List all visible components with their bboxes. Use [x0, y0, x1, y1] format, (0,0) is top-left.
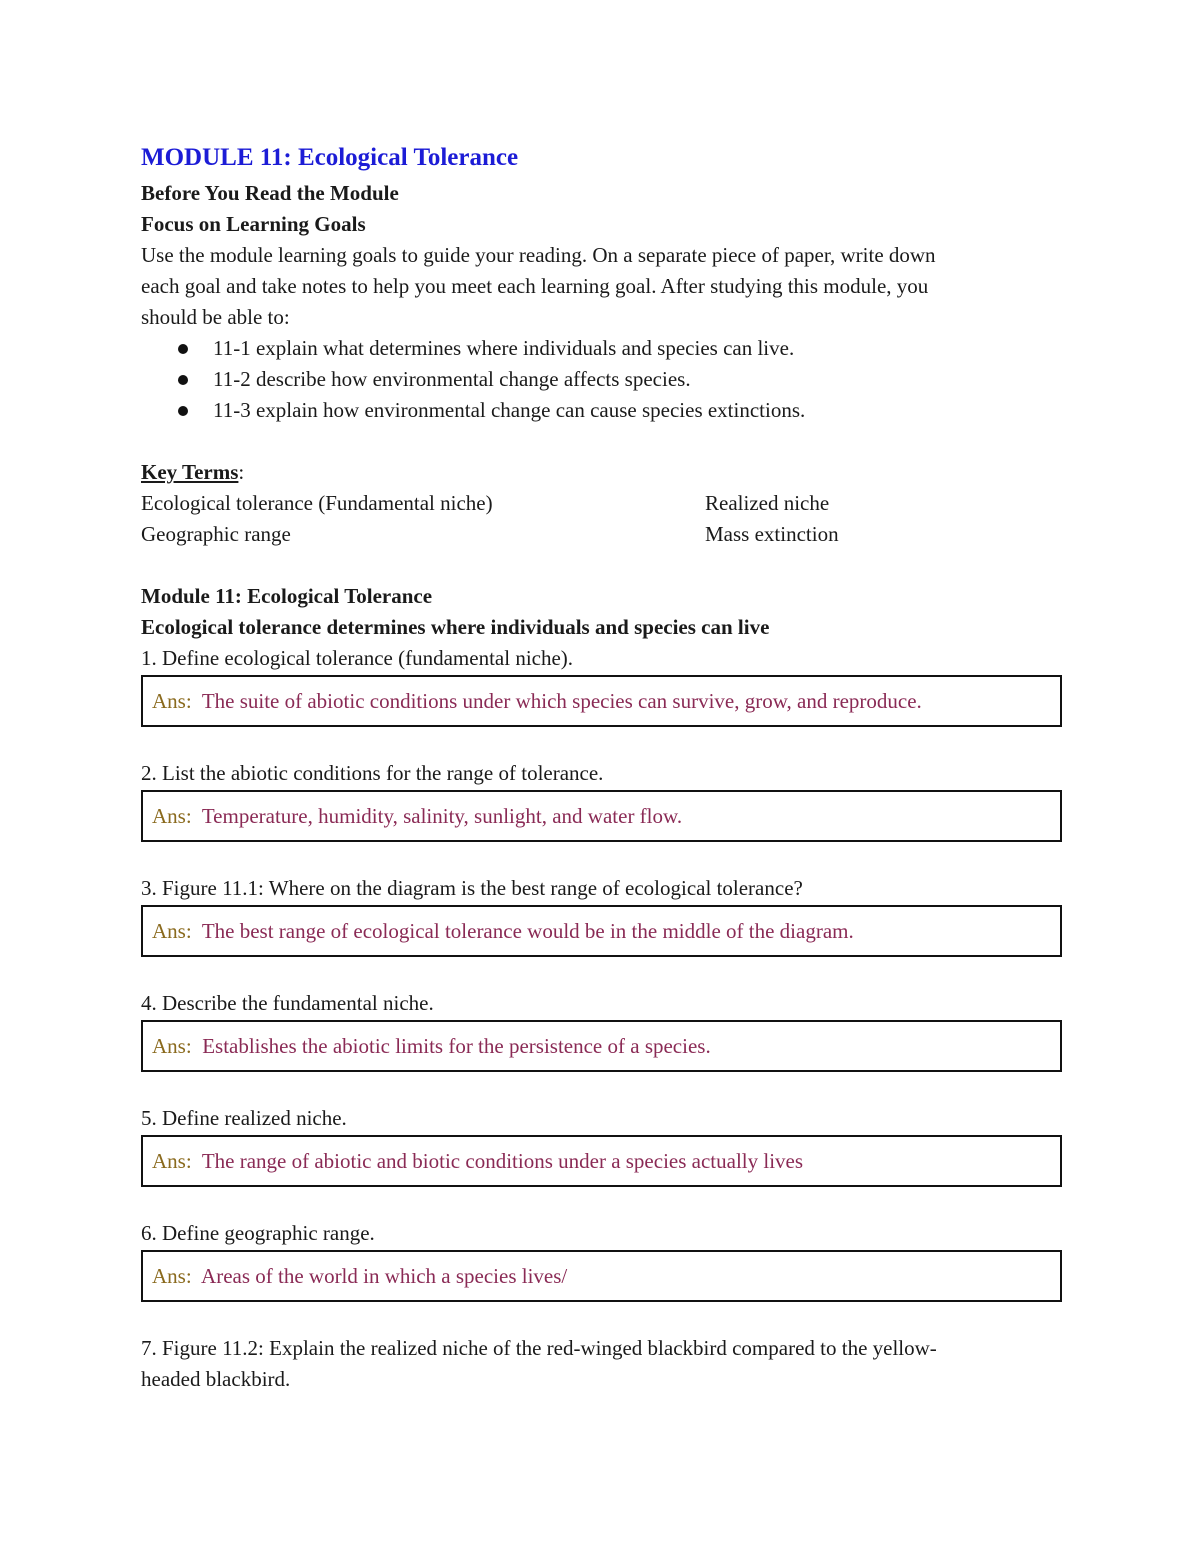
key-term: Ecological tolerance (Fundamental niche): [141, 491, 493, 515]
answer-box-1[interactable]: [141, 675, 1062, 727]
focus-goals-heading: Focus on Learning Goals: [141, 212, 366, 236]
answer-box-3[interactable]: [141, 905, 1062, 957]
question-5: 5. Define realized niche.: [141, 1106, 347, 1130]
before-read-heading: Before You Read the Module: [141, 181, 399, 205]
goal-text: 11-3 explain how environmental change can cause species extinctions.: [213, 398, 806, 422]
intro-line-1: Use the module learning goals to guide your reading. On a separate piece of paper, write down: [141, 243, 936, 267]
answer-box-6[interactable]: [141, 1250, 1062, 1302]
ans-label: Ans:: [152, 1264, 192, 1288]
list-item: [178, 333, 1062, 364]
key-term: Geographic range: [141, 522, 291, 546]
question-4: 4. Describe the fundamental niche.: [141, 991, 434, 1015]
question-2: 2. List the abiotic conditions for the range of tolerance.: [141, 761, 604, 785]
key-terms-label: Key Terms:: [141, 460, 245, 484]
bullet-icon: [178, 375, 188, 385]
ans-label: Ans:: [152, 804, 192, 828]
key-terms-row: [141, 519, 1062, 550]
question-7-line-2: headed blackbird.: [141, 1367, 291, 1391]
answer-text: The range of abiotic and biotic conditions under a species actually lives: [201, 1149, 804, 1173]
answer-text: Establishes the abiotic limits for the persistence of a species.: [202, 1034, 711, 1058]
ans-label: Ans:: [152, 689, 192, 713]
question-7-line-1: 7. Figure 11.2: Explain the realized niche of the red-winged blackbird compared to the yellow-: [141, 1336, 937, 1360]
module-title: MODULE 11: Ecological Tolerance: [141, 144, 519, 171]
section-title: Module 11: Ecological Tolerance: [141, 584, 433, 608]
key-term: Realized niche: [705, 491, 830, 515]
section-subtitle: Ecological tolerance determines where individuals and species can live: [141, 615, 770, 639]
ans-label: Ans:: [152, 1149, 192, 1173]
answer-text: Areas of the world in which a species lives/: [201, 1264, 568, 1288]
answer-text: The suite of abiotic conditions under which species can survive, grow, and reproduce.: [201, 689, 922, 713]
answer-text: Temperature, humidity, salinity, sunlight, and water flow.: [201, 804, 683, 828]
answer-box-5[interactable]: [141, 1135, 1062, 1187]
intro-line-2: each goal and take notes to help you meet each learning goal. After studying this module, you: [141, 274, 929, 298]
goal-text: 11-1 explain what determines where individuals and species can live.: [213, 336, 795, 360]
goal-text: 11-2 describe how environmental change affects species.: [213, 367, 691, 391]
intro-line-3: should be able to:: [141, 305, 290, 329]
bullet-icon: [178, 406, 188, 416]
question-1: 1. Define ecological tolerance (fundamental niche).: [141, 646, 574, 670]
ans-label: Ans:: [152, 1034, 192, 1058]
key-term: Mass extinction: [705, 522, 839, 546]
ans-label: Ans:: [152, 919, 192, 943]
bullet-icon: [178, 344, 188, 354]
question-6: 6. Define geographic range.: [141, 1221, 375, 1245]
answer-box-4[interactable]: [141, 1020, 1062, 1072]
answer-text: The best range of ecological tolerance would be in the middle of the diagram.: [201, 919, 854, 943]
list-item: [178, 364, 1062, 395]
document-page: [141, 140, 1062, 1395]
question-3: 3. Figure 11.1: Where on the diagram is the best range of ecological tolerance?: [141, 876, 803, 900]
answer-box-2[interactable]: [141, 790, 1062, 842]
learning-goals-list: [141, 333, 1062, 426]
key-terms-row: [141, 488, 1062, 519]
list-item: [178, 395, 1062, 426]
